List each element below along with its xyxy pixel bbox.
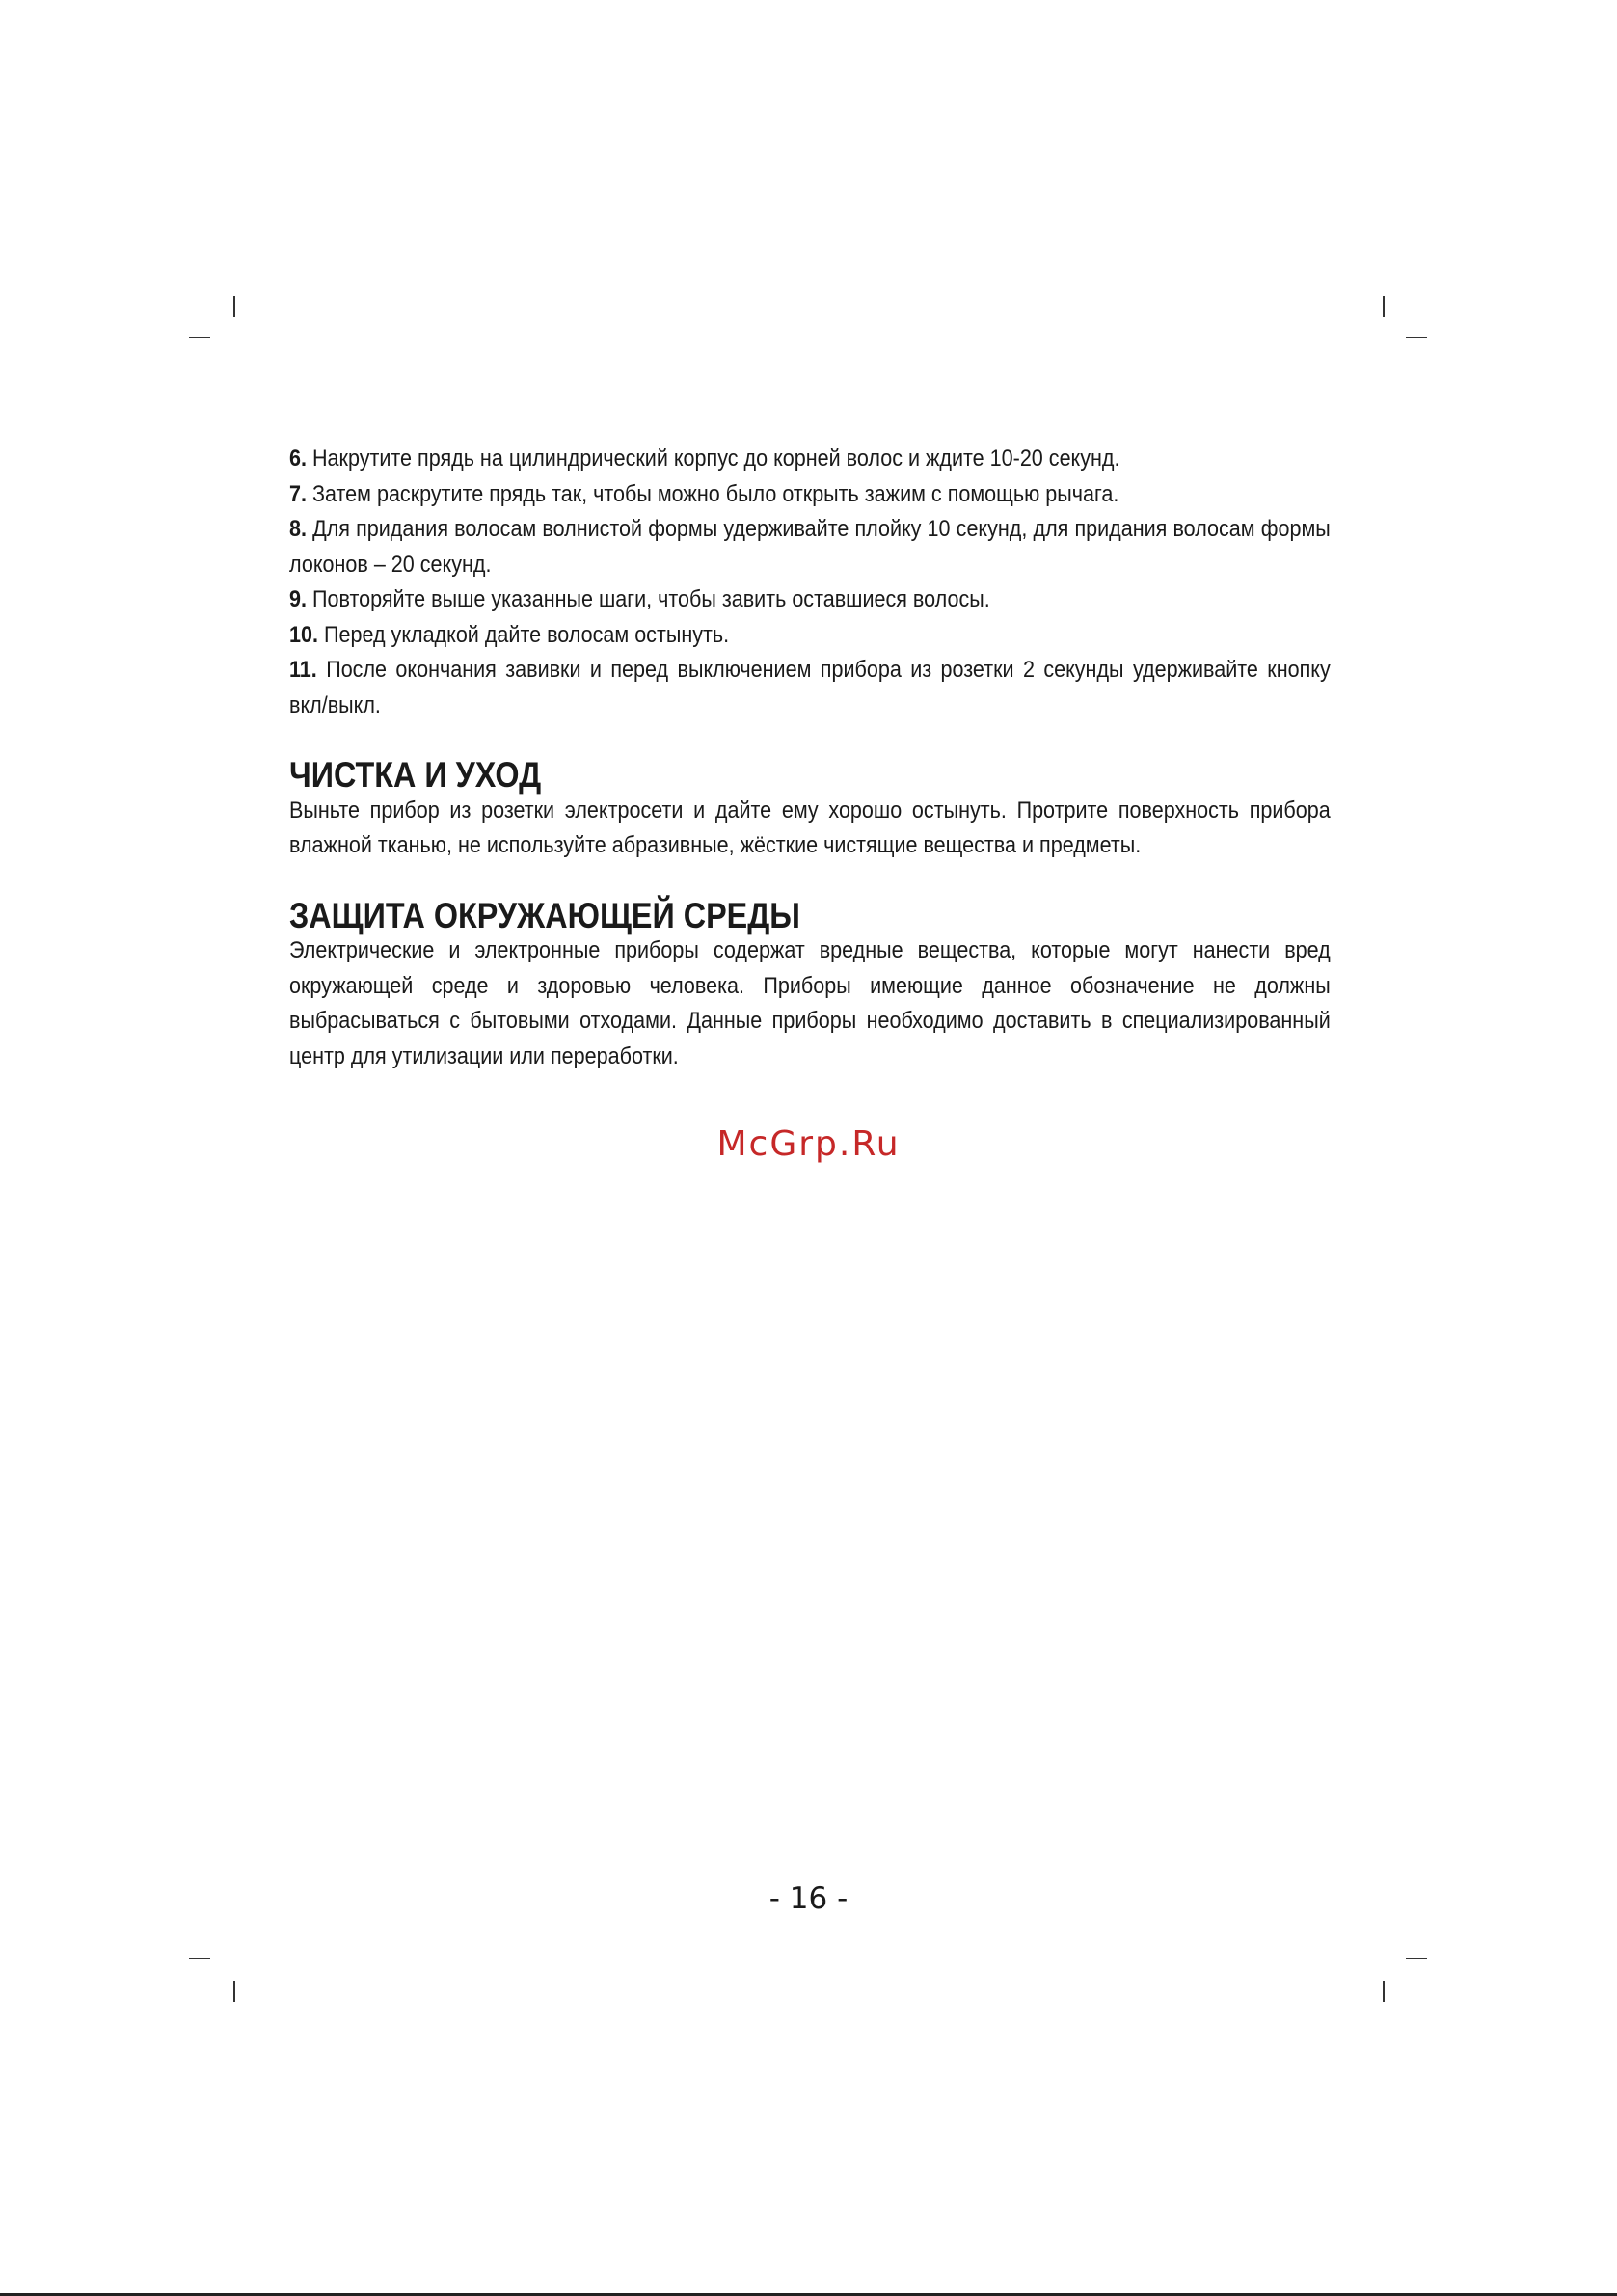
- crop-mark-top-left-horizontal: [189, 337, 210, 338]
- step-number: 8.: [289, 516, 307, 542]
- crop-mark-bottom-left-horizontal: [189, 1958, 210, 1959]
- step-item: [289, 618, 1331, 654]
- instruction-steps: [289, 442, 1331, 723]
- step-text: Перед укладкой дайте волосам остынуть.: [323, 621, 730, 648]
- crop-mark-top-left-vertical: [233, 296, 235, 317]
- step-text: После окончания завивки и перед выключением прибора из розетки 2 секунды удерживайте кнопку вкл/выкл.: [289, 657, 1331, 718]
- step-number: 6.: [289, 446, 307, 472]
- crop-mark-bottom-left-vertical: [233, 1981, 235, 2002]
- step-text: Для придания волосам волнистой формы удерживайте плойку 10 секунд, для придания волосам формы локонов – 20 секунд.: [289, 516, 1331, 578]
- cleaning-heading: ЧИСТКА И УХОД: [289, 755, 542, 795]
- watermark: McGrp.Ru: [716, 1124, 901, 1164]
- crop-mark-top-right-horizontal: [1406, 337, 1427, 338]
- step-item: [289, 477, 1331, 513]
- step-number: 7.: [289, 480, 307, 507]
- step-number: 10.: [289, 621, 318, 648]
- step-number: 11.: [289, 657, 317, 683]
- step-item: [289, 582, 1331, 618]
- step-number: 9.: [289, 586, 307, 612]
- step-text: Накрутите прядь на цилиндрический корпус до корней волос и ждите 10-20 секунд.: [311, 446, 1120, 472]
- page-content: [289, 442, 1331, 1074]
- crop-mark-bottom-right-horizontal: [1406, 1958, 1427, 1959]
- crop-mark-bottom-right-vertical: [1383, 1981, 1385, 2002]
- environment-text: Электрические и электронные приборы содержат вредные вещества, которые могут нанести вред окружающей среде и здоровью человека. Приборы имеющие данное обозначение не должны выбрасываться с бытовыми отходами. Данные приборы необходимо доставить в специализированный центр для утилизации или переработки.: [289, 937, 1331, 1069]
- cleaning-text: Выньте прибор из розетки электросети и дайте ему хорошо остынуть. Протрите поверхность прибора влажной тканью, не используйте абразивные, жёсткие чистящие вещества и предметы.: [289, 797, 1331, 858]
- page-number: - 16 -: [768, 1881, 849, 1916]
- step-item: [289, 653, 1331, 723]
- step-item: [289, 442, 1331, 477]
- environment-heading: ЗАЩИТА ОКРУЖАЮЩЕЙ СРЕДЫ: [289, 895, 800, 935]
- crop-mark-top-right-vertical: [1383, 296, 1385, 317]
- step-text: Повторяйте выше указанные шаги, чтобы завить оставшиеся волосы.: [311, 586, 990, 612]
- step-item: [289, 512, 1331, 582]
- step-text: Затем раскрутите прядь так, чтобы можно было открыть зажим с помощью рычага.: [311, 480, 1119, 507]
